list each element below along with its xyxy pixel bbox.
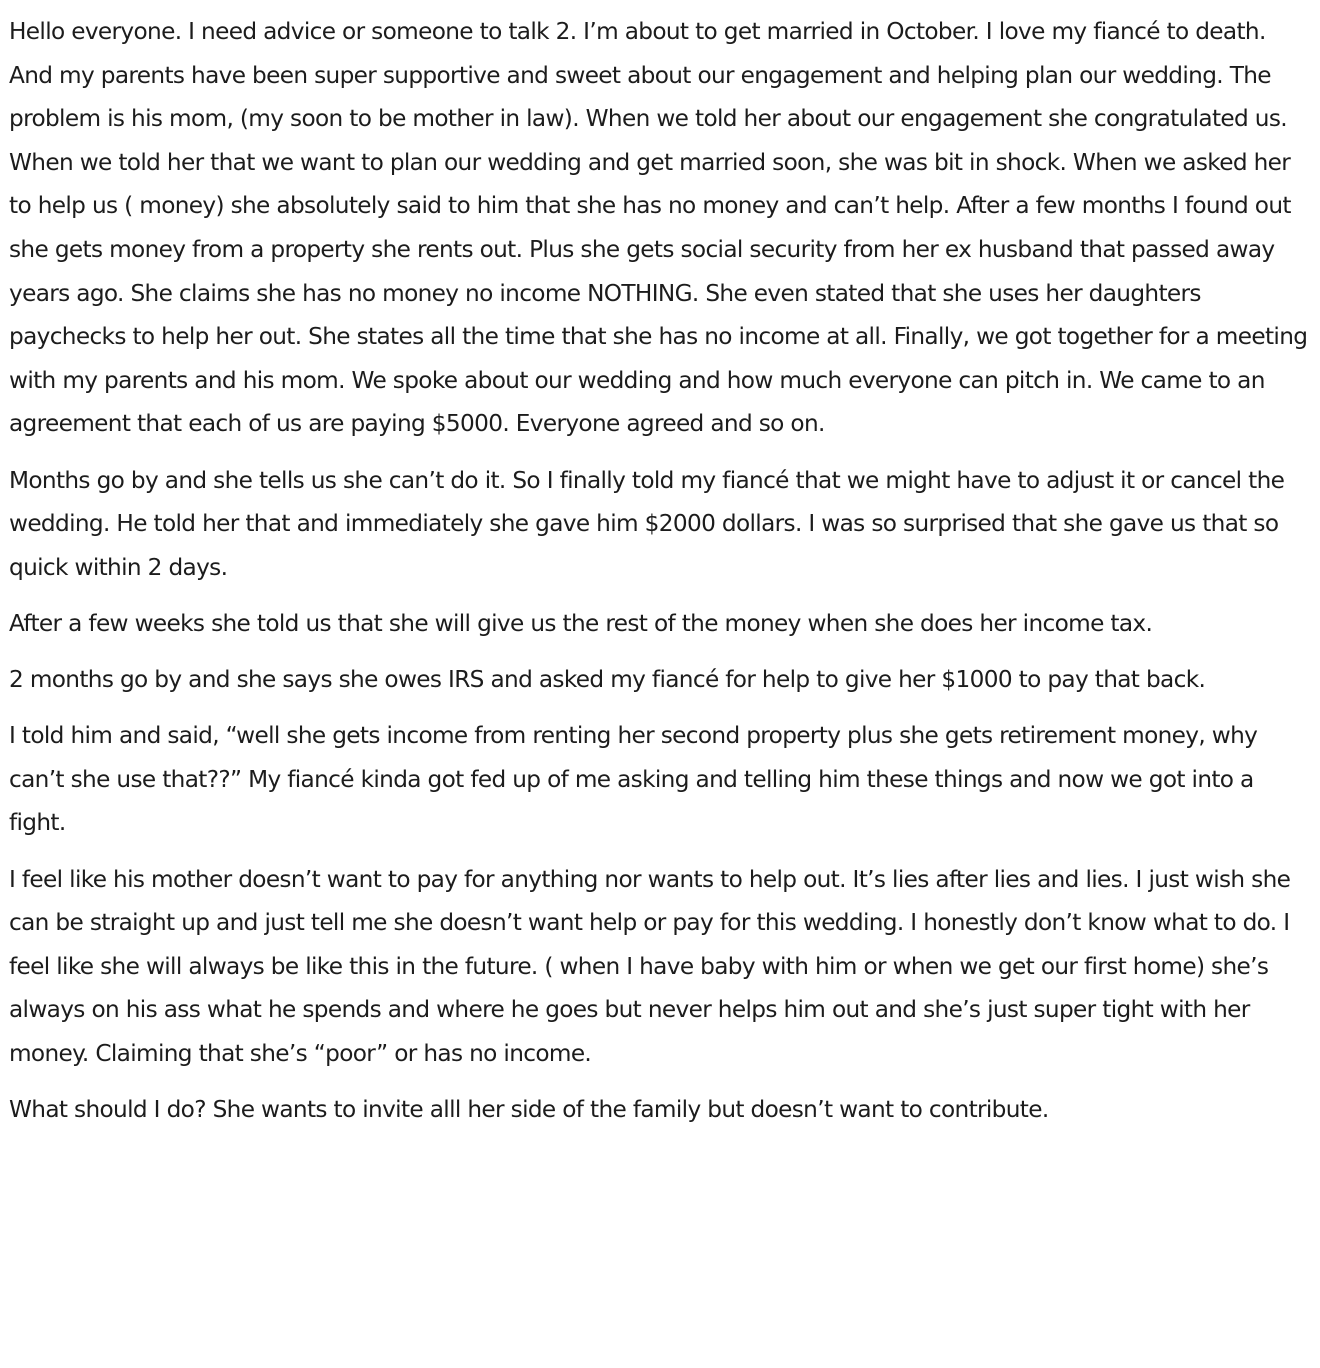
- post-paragraph-7: What should I do? She wants to invite alll her side of the family but doesn’t want to contribute.: [9, 1096, 1049, 1124]
- post-paragraph-5: I told him and said, “well she gets income from renting her second property plus she gets retirement money, why can’t she use that??” My fiancé kinda got fed up of me asking and telling him these things and now we got into a fight.: [9, 722, 1258, 837]
- post-paragraph-6: I feel like his mother doesn’t want to pay for anything nor wants to help out. It’s lies after lies and lies. I just wish she can be straight up and just tell me she doesn’t want help or pay for this wedding. I honestly don’t know what to do. I feel like she will always be like this in the future. ( when I have baby with him or when we get our first home) she’s always on his ass what he spends and where he goes but never helps him out and she’s just super tight with her money. Claiming that she’s “poor” or has no income.: [9, 865, 1291, 1068]
- post-paragraph-2: Months go by and she tells us she can’t do it. So I finally told my fiancé that we might have to adjust it or cancel the wedding. He told her that and immediately she gave him $2000 dollars. I was so surprised that she gave us that so quick within 2 days.: [9, 466, 1285, 581]
- post-paragraph-1: Hello everyone. I need advice or someone to talk 2. I’m about to get married in October. I love my fiancé to death. And my parents have been super supportive and sweet about our engagement and helping plan our wedding. The problem is his mom, (my soon to be mother in law). When we told her about our engagement she congratulated us. When we told her that we want to plan our wedding and get married soon, she was bit in shock. When we asked her to help us ( money) she absolutely said to him that she has no money and can’t help. After a few months I found out she gets money from a property she rents out. Plus she gets social security from her ex husband that passed away years ago. She claims she has no money no income NOTHING. She even stated that she uses her daughters paychecks to help her out. She states all the time that she has no income at all. Finally, we got together for a meeting with my parents and his mom. We spoke about our wedding and how much everyone can pitch in. We came to an agreement that each of us are paying $5000. Everyone agreed and so on.: [9, 18, 1308, 438]
- post-paragraph-3: After a few weeks she told us that she will give us the rest of the money when she does her income tax.: [9, 609, 1153, 637]
- post-paragraph-4: 2 months go by and she says she owes IRS and asked my fiancé for help to give her $1000 to pay that back.: [9, 666, 1206, 694]
